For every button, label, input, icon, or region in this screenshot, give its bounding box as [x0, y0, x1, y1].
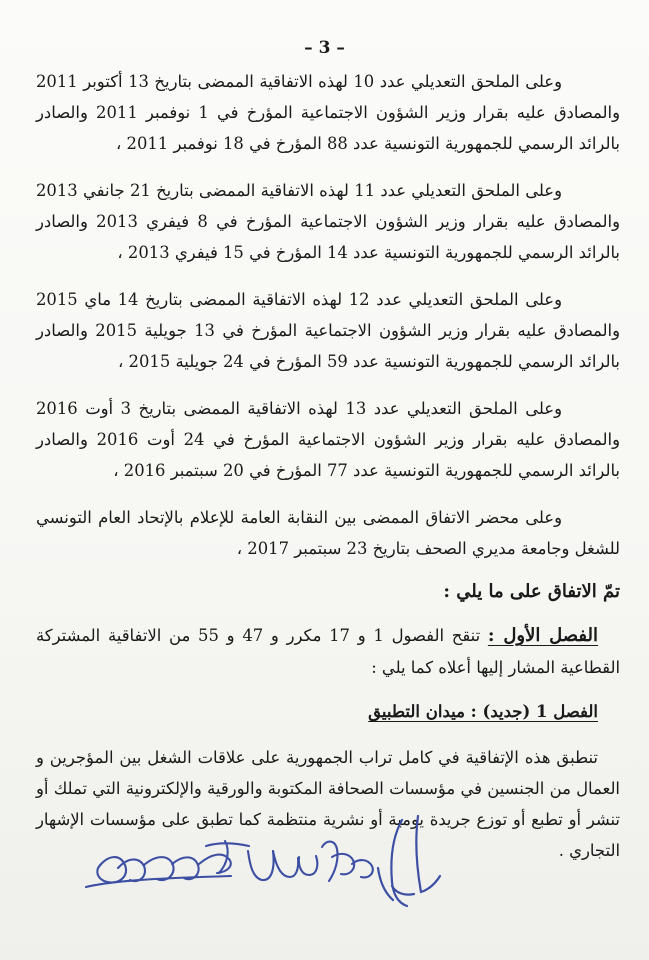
article-one-new-heading: الفصل 1 (جديد) : ميدان التطبيق	[368, 702, 598, 721]
paragraph-agreement-minutes: وعلى محضر الاتفاق الممضى بين النقابة العامة للإعلام بالإتحاد العام التونسي للشغل وجامعة مديري الصحف بتاريخ 23 سبتمبر 2017 ،	[36, 508, 620, 558]
page-number: – 3 –	[304, 38, 345, 58]
paragraph-amendment-13: وعلى الملحق التعديلي عدد 13 لهذه الاتفاقية الممضى بتاريخ 3 أوت 2016 والمصادق عليه بقرار وزير الشؤون الاجتماعية المؤرخ في 24 أوت 2016 والصادر بالرائد الرسمي للجمهورية التونسية عدد 77 المؤرخ في 20 سبتمبر 2016 ،	[36, 399, 620, 480]
signature-middle	[248, 842, 373, 881]
article-one-text: تنقح الفصول 1 و 17 مكرر و 47 و 55 من الاتفاقية المشتركة القطاعية المشار إليها أعلاه كما يلي :	[36, 626, 620, 677]
signature-left	[86, 841, 249, 887]
paragraph-amendment-11: وعلى الملحق التعديلي عدد 11 لهذه الاتفاقية الممضى بتاريخ 21 جانفي 2013 والمصادق عليه بقرار وزير الشؤون الاجتماعية المؤرخ في 8 فيفري 2013 والصادر بالرائد الرسمي للجمهورية التونسية عدد 14 المؤرخ في 15 فيفري 2013 ،	[36, 181, 620, 262]
paragraph-amendment-12: وعلى الملحق التعديلي عدد 12 لهذه الاتفاقية الممضى بتاريخ 14 ماي 2015 والمصادق عليه بقرار وزير الشؤون الاجتماعية المؤرخ في 13 جويلية 2015 والصادر بالرائد الرسمي للجمهورية التونسية عدد 59 المؤرخ في 24 جويلية 2015 ،	[36, 290, 620, 371]
signatures-area	[78, 808, 498, 918]
article-one-new-text: تنطبق هذه الإتفاقية في كامل تراب الجمهورية على علاقات الشغل بين المؤجرين و العمال من الجنسين في مؤسسات الصحافة المكتوبة والورقية والإلكترونية التي تملك أو تنشر أو تطبع أو توزع جريدة يومية أو نشرية منتظمة كما تطبق على مؤسسات الإشهار التجاري .	[36, 748, 620, 860]
article-one-lead: الفصل الأول :	[487, 625, 599, 646]
agreement-heading: تمّ الاتفاق على ما يلي :	[443, 581, 620, 602]
document-body	[36, 66, 620, 866]
signature-right	[378, 816, 440, 906]
article-one-paragraph	[36, 620, 620, 684]
paragraph-amendment-10: وعلى الملحق التعديلي عدد 10 لهذه الاتفاقية الممضى بتاريخ 13 أكتوبر 2011 والمصادق عليه بقرار وزير الشؤون الاجتماعية المؤرخ في 1 نوفمبر 2011 والصادر بالرائد الرسمي للجمهورية التونسية عدد 88 المؤرخ في 18 نوفمبر 2011 ،	[36, 72, 620, 153]
